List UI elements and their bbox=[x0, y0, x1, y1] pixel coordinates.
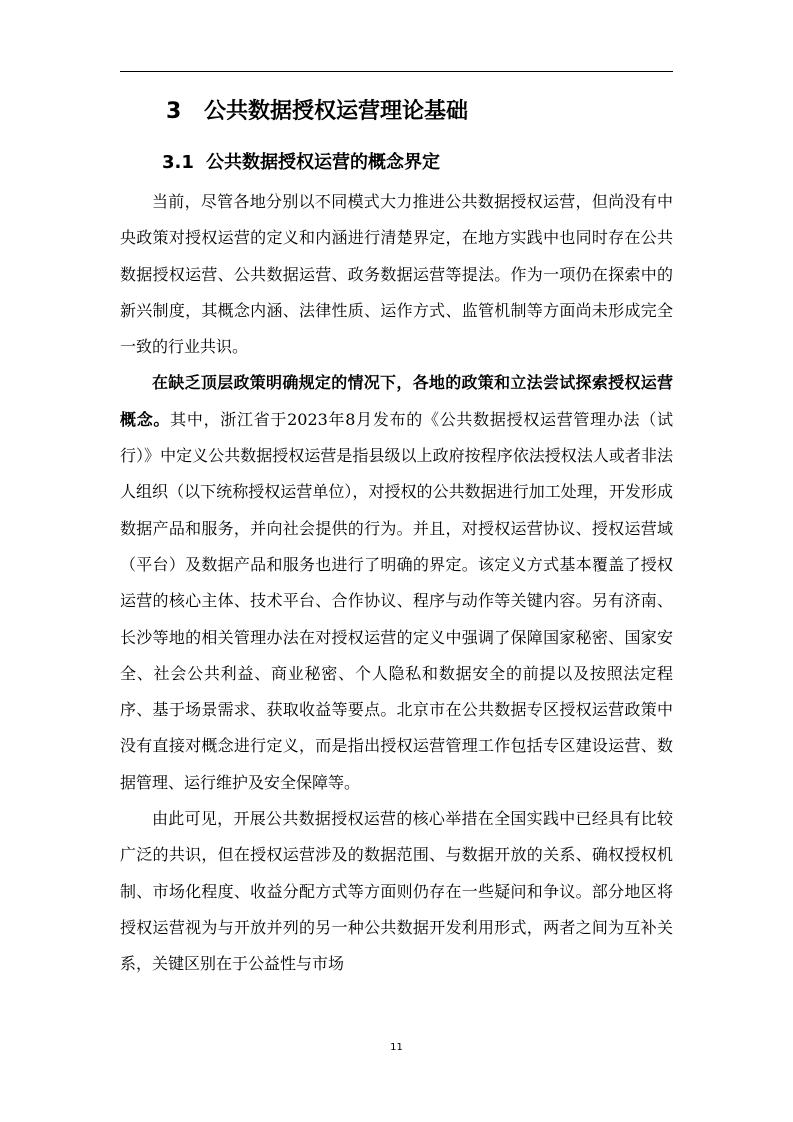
body-text bbox=[120, 184, 673, 983]
paragraph-1: 当前，尽管各地分别以不同模式大力推进公共数据授权运营，但尚没有中央政策对授权运营的定义和内涵进行清楚界定，在地方实践中也同时存在公共数据授权运营、公共数据运营、政务数据运营等提法。作为一项仍在探索中的新兴制度，其概念内涵、法律性质、运作方式、监管机制等方面尚未形成完全一致的行业共识。 bbox=[120, 192, 673, 357]
chapter-heading bbox=[166, 96, 666, 128]
paragraph-2-text: 其中，浙江省于2023年8月发布的《公共数据授权运营管理办法（试行）》中定义公共数据授权运营是指县级以上政府按程序依法授权法人或者非法人组织（以下统称授权运营单位），对授权的公共数据进行加工处理，开发形成数据产品和服务，并向社会提供的行为。并且，对授权运营协议、授权运营域（平台）及数据产品和服务也进行了明确的界定。该定义方式基本覆盖了授权运营的核心主体、技术平台、合作协议、程序与动作等关键内容。另有济南、长沙等地的相关管理办法在对授权运营的定义中强调了保障国家秘密、国家安全、社会公共利益、商业秘密、个人隐私和数据安全的前提以及按照法定程序、基于场景需求、获取收益等要点。北京市在公共数据专区授权运营政策中没有直接对概念进行定义，而是指出授权运营管理工作包括专区建设运营、数据管理、运行维护及安全保障等。 bbox=[120, 409, 673, 792]
chapter-number: 3 bbox=[166, 99, 182, 124]
chapter-title: 公共数据授权运营理论基础 bbox=[204, 99, 469, 124]
section-title: 公共数据授权运营的概念界定 bbox=[206, 152, 440, 173]
page-number: 11 bbox=[390, 1042, 403, 1053]
paragraph-3: 由此可见，开展公共数据授权运营的核心举措在全国实践中已经具有比较广泛的共识，但在授权运营涉及的数据范围、与数据开放的关系、确权授权机制、市场化程度、收益分配方式等方面则仍存在一些疑问和争议。部分地区将授权运营视为与开放并列的另一种公共数据开发利用形式，两者之间为互补关系，关键区别在于公益性与市场 bbox=[120, 809, 673, 974]
paragraph-2-lead: 在缺乏顶层政策明确规定的情况下，各地的政策和立法尝试探索授权运营概念。 bbox=[120, 373, 673, 429]
section-heading bbox=[162, 150, 662, 176]
header-rule bbox=[120, 71, 673, 72]
section-number: 3.1 bbox=[162, 152, 194, 173]
paragraph-2 bbox=[120, 365, 673, 801]
